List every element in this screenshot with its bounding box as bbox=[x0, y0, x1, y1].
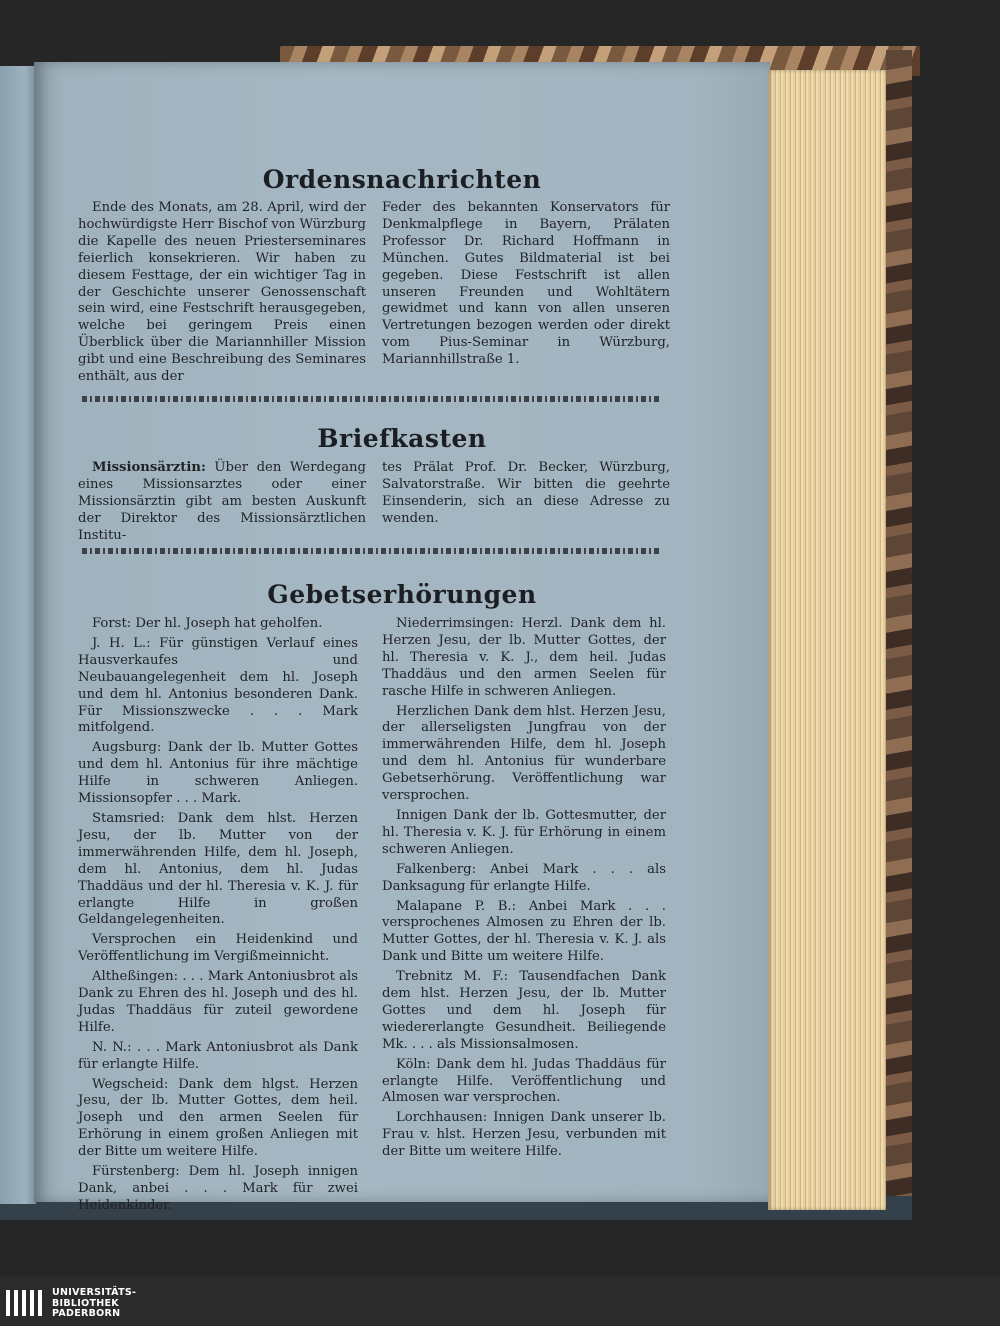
gebet-column-right bbox=[382, 616, 666, 1164]
section-title-gebetserhoerungen: Gebetserhörungen bbox=[267, 580, 537, 609]
ordens-text-left: Ende des Monats, am 28. April, wird der hochwürdigste Herr Bischof von Würzburg die Kapelle des neuen Priesterseminares feierlich konsekrieren. Wir haben zu diesem Festtage, der ein wichtiger Tag in der Geschichte unserer Genossenschaft sein wird, eine Festschrift herausgegeben, welche bei geringem Preis einen Überblick über die Mariannhiller Mission gibt und eine Beschreibung des Seminares enthält, aus der bbox=[78, 200, 366, 385]
marbled-cover-edge bbox=[886, 50, 912, 1216]
brief-text-right: tes Prälat Prof. Dr. Becker, Würzburg, Salvatorstraße. Wir bitten die geehrte Einsenderin, sich an diese Adresse zu wenden. bbox=[382, 460, 670, 526]
list-item: Niederrimsingen: Herzl. Dank dem hl. Herzen Jesu, der lb. Mutter Gottes, der hl. Theresia v. K. J., dem heil. Judas Thaddäus und den armen Seelen für rasche Hilfe in schweren Anliegen. bbox=[382, 616, 666, 699]
brief-label: Missionsärztin: bbox=[92, 460, 206, 475]
list-item: Stamsried: Dank dem hlst. Herzen Jesu, der lb. Mutter von der immerwährenden Hilfe, dem hl. Joseph, dem hl. Antonius, dem hl. Judas Thaddäus und der hl. Theresia v. K. J. für erlangte Hilfe in großen Geldangelegenheiten. bbox=[78, 810, 358, 928]
ordens-column-right bbox=[382, 200, 670, 372]
list-item: N. N.: . . . Mark Antoniusbrot als Dank für erlangte Hilfe. bbox=[78, 1039, 358, 1072]
list-item: Lorchhausen: Innigen Dank unserer lb. Frau v. hlst. Herzen Jesu, verbunden mit der Bitte um weitere Hilfe. bbox=[382, 1110, 666, 1160]
list-item: Wegscheid: Dank dem hlgst. Herzen Jesu, der lb. Mutter Gottes, dem heil. Joseph und den armen Seelen für Erhörung in einem großen Anliegen mit der Bitte um weitere Hilfe. bbox=[78, 1076, 358, 1160]
gebet-column-left bbox=[78, 616, 358, 1218]
library-logo-text: UNIVERSITÄTS- BIBLIOTHEK PADERBORN bbox=[52, 1287, 137, 1319]
list-item: Köln: Dank dem hl. Judas Thaddäus für erlangte Hilfe. Veröffentlichung und Almosen war versprochen. bbox=[382, 1056, 666, 1106]
left-page-edge bbox=[0, 66, 36, 1204]
ornamental-divider bbox=[82, 396, 660, 402]
list-item: Herzlichen Dank dem hlst. Herzen Jesu, der allerseligsten Jungfrau von der immerwährenden Hilfe, dem hl. Joseph und dem hl. Antonius für wunderbare Gebetserhörung. Veröffentlichung war versprochen. bbox=[382, 703, 666, 804]
list-item: Fürstenberg: Dem hl. Joseph innigen Dank, anbei . . . Mark für zwei Heidenkinder. bbox=[78, 1164, 358, 1213]
list-item: Trebnitz M. F.: Tausendfachen Dank dem hlst. Herzen Jesu, der lb. Mutter Gottes und dem hl. Joseph für wiedererlangte Gesundheit. Beiliegende Mk. . . . als Missionsalmosen. bbox=[382, 969, 666, 1052]
list-item: J. H. L.: Für günstigen Verlauf eines Hausverkaufes und Neubauangelegenheit dem hl. Joseph und dem hl. Antonius besonderen Dank. Für Missionszwecke . . . Mark mitfolgend. bbox=[78, 635, 358, 736]
list-item: Falkenberg: Anbei Mark . . . als Danksagung für erlangte Hilfe. bbox=[382, 861, 666, 894]
list-item: Augsburg: Dank der lb. Mutter Gottes und dem hl. Antonius für ihre mächtige Hilfe in schweren Anliegen. Missionsopfer . . . Mark. bbox=[78, 740, 358, 807]
brief-text-left: Missionsärztin: Über den Werdegang eines Missionsarztes oder einer Missionsärztin gibt am besten Auskunft der Direktor des Missionsärztlichen Institu- bbox=[78, 460, 366, 543]
list-item: Forst: Der hl. Joseph hat geholfen. bbox=[92, 616, 323, 631]
footer-bar bbox=[0, 1276, 1000, 1326]
brief-column-right bbox=[382, 460, 670, 531]
list-item: Innigen Dank der lb. Gottesmutter, der hl. Theresia v. K. J. für Erhörung in einem schweren Anliegen. bbox=[382, 807, 666, 857]
list-item: Altheßingen: . . . Mark Antoniusbrot als Dank zu Ehren des hl. Joseph und des hl. Judas Thaddäus für zuteil gewordene Hilfe. bbox=[78, 969, 358, 1035]
library-logo-icon bbox=[6, 1290, 46, 1316]
section-title-ordensnachrichten: Ordensnachrichten bbox=[262, 165, 542, 194]
list-item: Versprochen ein Heidenkind und Veröffentlichung im Vergißmeinnicht. bbox=[78, 932, 358, 965]
list-item: Malapane P. B.: Anbei Mark . . . versprochenes Almosen zu Ehren der lb. Mutter Gottes, der hl. Theresia v. K. J. als Dank und Bitte um weitere Hilfe. bbox=[382, 898, 666, 965]
section-title-briefkasten: Briefkasten bbox=[317, 424, 487, 453]
ordens-text-right: Feder des bekannten Konservators für Denkmalpflege in Bayern, Prälaten Professor Dr. Richard Hoffmann in München. Gutes Bildmaterial ist bei gegeben. Diese Festschrift ist allen unseren Freunden und Wohltätern gewidmet und kann von allen unseren Vertretungen bezogen werden oder direkt vom Pius-Seminar in Würzburg, Mariannhillstraße 1. bbox=[382, 200, 670, 368]
brief-column-left bbox=[78, 460, 366, 548]
ornamental-divider bbox=[82, 548, 660, 554]
ordens-column-left bbox=[78, 200, 366, 389]
page-stack-edges bbox=[768, 70, 886, 1210]
